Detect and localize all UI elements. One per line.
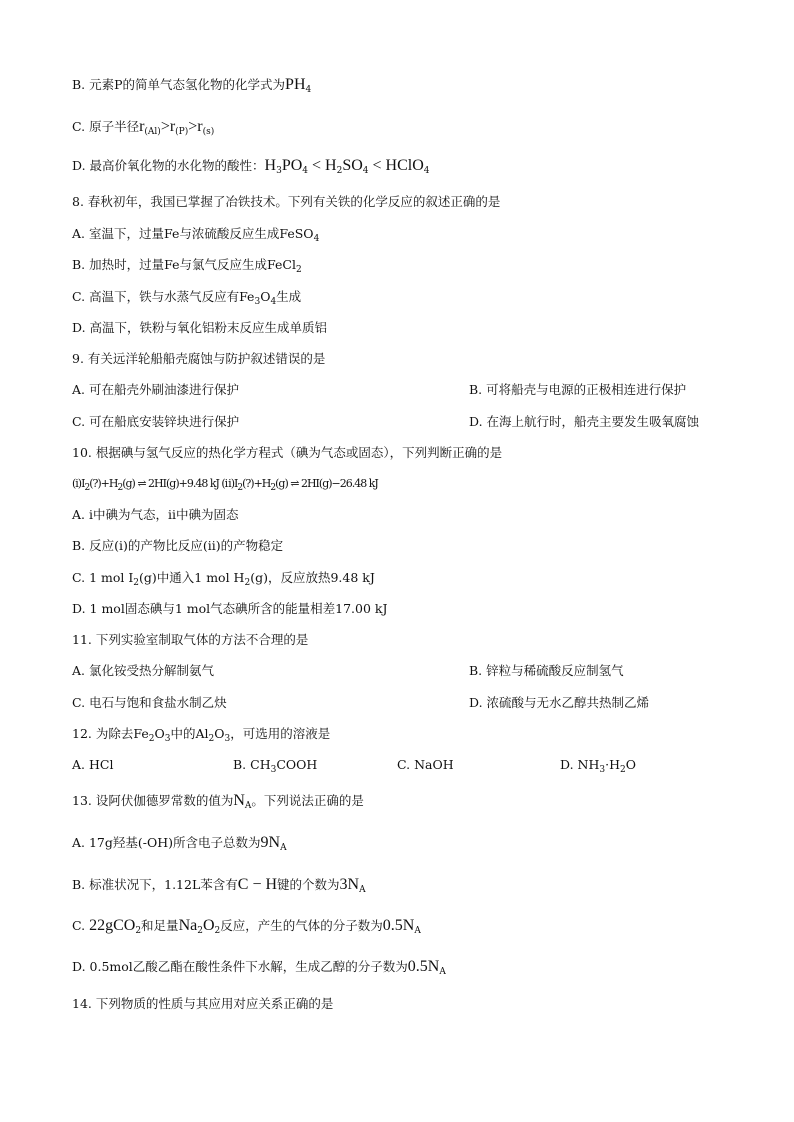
question-10: 10. 根据碘与氢气反应的热化学方程式（碘为气态或固态），下列判断正确的是 bbox=[72, 445, 503, 460]
option-10c: C. 1 mol $I_2(g)$中通入1 mol $H_2(g)$，反应放热9.48 kJ bbox=[72, 570, 375, 588]
option-7d: D. 最高价氧化物的水化物的酸性：$H_3PO_4 < H_2SO_4$ < HClO$_4$ bbox=[72, 157, 430, 176]
option-12a: A. HCl bbox=[72, 757, 114, 772]
option-11a: A. 氯化铵受热分解制氨气 bbox=[72, 663, 214, 678]
option-7c: C. 原子半径$r_{(Al)}>r_{(P)}>r_{(s)}$ bbox=[72, 118, 215, 137]
option-10b: B. 反应(ⅰ)的产物比反应(ⅱ)的产物稳定 bbox=[72, 538, 284, 553]
option-10d: D. 1 mol固态碘与1 mol气态碘所含的能量相差17.00 kJ bbox=[72, 601, 388, 616]
option-9b: B. 可将船壳与电源的正极相连进行保护 bbox=[469, 382, 687, 397]
option-13a: A. 17g羟基(-OH)所含电子总数为$9N_A$ bbox=[72, 834, 287, 853]
option-8b: B. 加热时，过量Fe与氯气反应生成FeCl$_2$ bbox=[72, 257, 302, 275]
option-row-9ab bbox=[72, 381, 734, 399]
question-13: 13. 设阿伏伽德罗常数的值为$N_A$。下列说法正确的是 bbox=[72, 792, 364, 811]
question-14: 14. 下列物质的性质与其应用对应关系正确的是 bbox=[72, 996, 334, 1011]
question-9: 9. 有关远洋轮船船壳腐蚀与防护叙述错误的是 bbox=[72, 351, 326, 366]
equation-10: $(ⅰ)I_2(?)+H_2(g)$ ⇌ 2HI(g)+9.48 kJ $(ⅱ)I_2(?)+H_2(g)$ ⇌ 2HI(g)−26.48 kJ bbox=[72, 477, 378, 493]
question-8: 8. 春秋初年，我国已掌握了冶铁技术。下列有关铁的化学反应的叙述正确的是 bbox=[72, 194, 501, 209]
option-row-11ab bbox=[72, 662, 734, 680]
option-11b: B. 锌粒与稀硫酸反应制氢气 bbox=[469, 663, 624, 678]
option-7b: B. 元素P的简单气态氢化物的化学式为$PH_4$ bbox=[72, 76, 312, 95]
option-12b: B. $CH_3COOH$ bbox=[233, 757, 318, 775]
option-11d: D. 浓硫酸与无水乙醇共热制乙烯 bbox=[469, 695, 650, 710]
option-13d: D. 0.5mol乙酸乙酯在酸性条件下水解，生成乙醇的分子数为$0.5N_A$ bbox=[72, 958, 446, 977]
question-12: 12. 为除去$Fe_2O_3$中的$Al_2O_3$，可选用的溶液是 bbox=[72, 726, 331, 744]
option-row-9cd bbox=[72, 413, 734, 431]
option-8c: C. 高温下，铁与水蒸气反应有$Fe_3O_4$生成 bbox=[72, 289, 302, 307]
option-10a: A. ⅰ中碘为气态，ⅱ中碘为固态 bbox=[72, 507, 239, 522]
option-9a: A. 可在船壳外刷油漆进行保护 bbox=[72, 382, 239, 397]
question-11: 11. 下列实验室制取气体的方法不合理的是 bbox=[72, 632, 309, 647]
option-9d: D. 在海上航行时，船壳主要发生吸氧腐蚀 bbox=[469, 414, 700, 429]
option-12d: D. $NH_3\cdot H_2O$ bbox=[560, 757, 636, 775]
option-13b: B. 标准状况下，1.12L苯含有C − H键的个数为$3N_A$ bbox=[72, 876, 366, 895]
option-9c: C. 可在船底安装锌块进行保护 bbox=[72, 414, 240, 429]
option-8a: A. 室温下，过量Fe与浓硫酸反应生成FeSO$_4$ bbox=[72, 226, 320, 244]
option-row-11cd bbox=[72, 694, 734, 712]
option-12c: C. NaOH bbox=[397, 757, 454, 772]
option-8d: D. 高温下，铁粉与氧化铝粉末反应生成单质铝 bbox=[72, 320, 328, 335]
option-11c: C. 电石与饱和食盐水制乙炔 bbox=[72, 695, 227, 710]
option-13c: C. 22gCO$_2$和足量$Na_2O_2$反应，产生的气体的分子数为$0.5N_A$ bbox=[72, 917, 421, 936]
